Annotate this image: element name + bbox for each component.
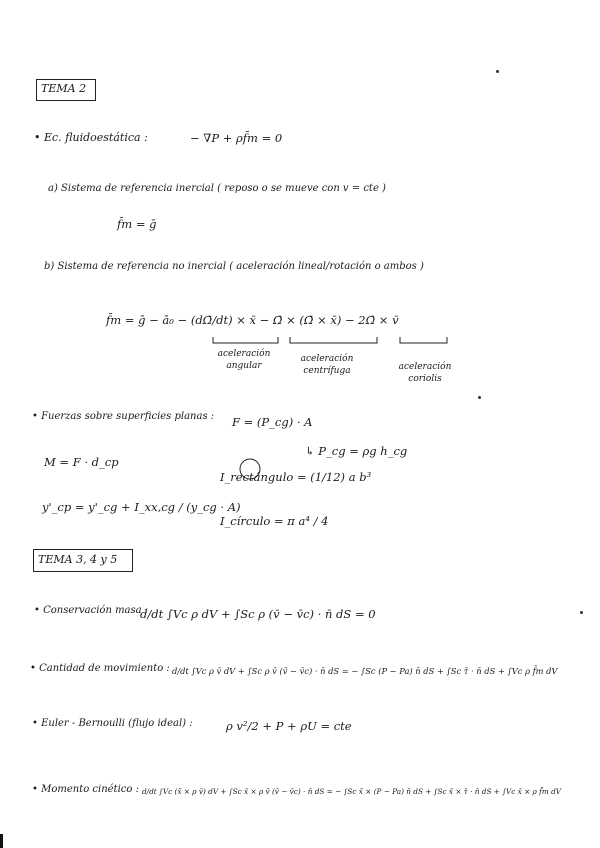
mass-conservation-label: • Conservación masa : — [34, 605, 149, 616]
coriolis-label-line-2: coriolis — [408, 374, 442, 384]
rectangle-inertia-formula: I_rectángulo = (1/12) a b³ — [220, 470, 372, 484]
euler-bernoulli-label: • Euler - Bernoulli (flujo ideal) : — [32, 718, 193, 729]
tema-345-heading: TEMA 3, 4 y 5 — [38, 553, 118, 566]
pen-mark — [478, 396, 481, 399]
angular-momentum-label: • Momento cinético : — [32, 784, 139, 795]
non-inertial-frame-formula: f̄m = ḡ − ā₀ − (dΩ̄/dt) × x̄ − Ω̄ × (Ω̄ × x̄) − 2Ω̄ × v̄ — [106, 313, 399, 327]
page-edge-mark — [0, 834, 3, 848]
coriolis-acceleration-label — [398, 361, 452, 385]
center-of-pressure-formula: y'_cp = y'_cg + I_xx,cg / (y_cg · A) — [42, 500, 241, 514]
pen-mark — [580, 611, 583, 614]
centrifugal-label-line-2: centrífuga — [303, 366, 351, 376]
pen-mark — [496, 70, 499, 73]
angular-label-line-2: angular — [226, 361, 262, 371]
fluidostatic-equation-label: • Ec. fluidoestática : — [34, 131, 148, 144]
mass-conservation-formula: d/dt ∫Vc ρ dV + ∫Sc ρ (v̄ − v̄c) · n̄ dS = 0 — [140, 607, 376, 621]
coriolis-label-line-1: aceleración — [398, 362, 452, 372]
centrifugal-label-line-1: aceleración — [300, 354, 354, 364]
circle-inertia-formula: I_círculo = π a⁴ / 4 — [220, 514, 329, 528]
angular-acceleration-label — [212, 348, 276, 372]
moment-formula: M = F · d_cp — [44, 455, 119, 469]
momentum-label: • Cantidad de movimiento : — [30, 663, 170, 674]
centrifugal-acceleration-label — [294, 353, 360, 377]
non-inertial-frame-item: b) Sistema de referencia no inercial ( aceleración lineal/rotación o ambos ) — [44, 261, 424, 272]
plane-surface-forces-label: • Fuerzas sobre superficies planas : — [32, 411, 215, 422]
inertial-frame-item: a) Sistema de referencia inercial ( reposo o se mueve con v = cte ) — [48, 183, 386, 194]
momentum-formula: d/dt ∫Vc ρ v̄ dV + ∫Sc ρ v̄ (v̄ − v̄c) · n̄ dS = − ∫Sc (P − Pa) n̄ dS + ∫Sc τ̄ · n̄ dS + ∫Vc ρ f̄m dV — [172, 666, 558, 676]
tema-2-heading: TEMA 2 — [41, 82, 87, 95]
euler-bernoulli-formula: ρ v²/2 + P + ρU = cte — [226, 719, 352, 733]
angular-momentum-formula: d/dt ∫Vc (x̄ × ρ v̄) dV + ∫Sc x̄ × ρ v̄ (v̄ − v̄c) · n̄ dS = − ∫Sc x̄ × (P − Pa) n̄ dS + ∫Sc x̄ × τ̄ · n̄ dS + ∫Vc x̄ × ρ f̄m dV — [142, 787, 562, 796]
angular-label-line-1: aceleración — [217, 349, 271, 359]
centroid-pressure-formula: ↳ P_cg = ρg h_cg — [305, 444, 408, 458]
fluidostatic-equation: − ∇P + ρf̄m = 0 — [190, 131, 283, 145]
inertial-frame-formula: f̄m = ḡ — [117, 217, 157, 231]
plane-surface-force-formula: F = (P_cg) · A — [232, 415, 313, 429]
